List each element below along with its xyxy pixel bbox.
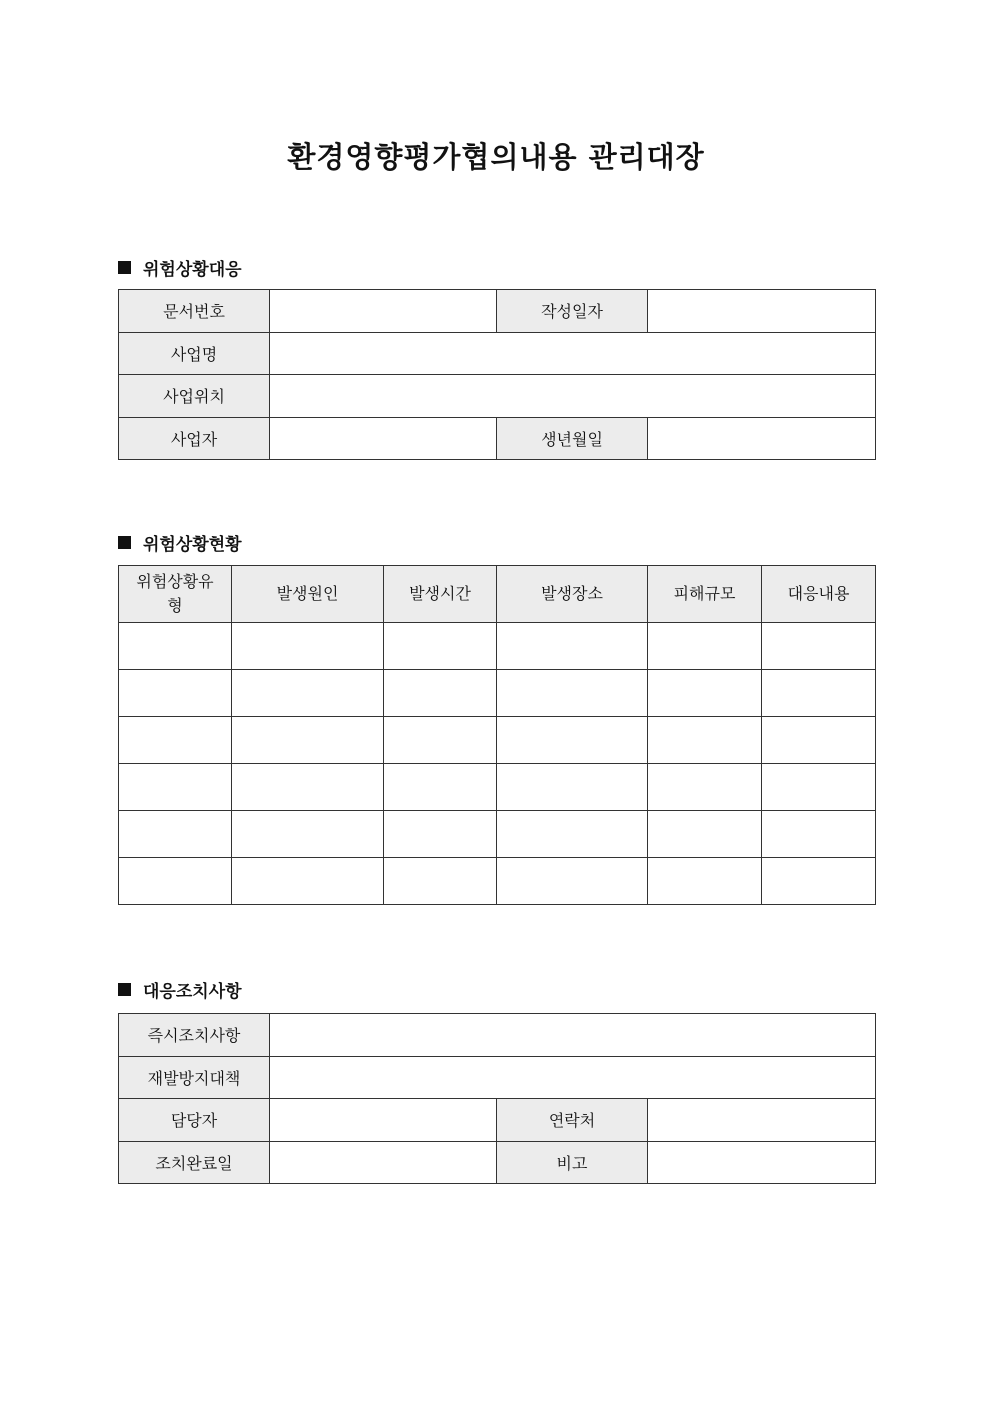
- table-cell[interactable]: [232, 764, 384, 811]
- table-cell[interactable]: [497, 717, 648, 764]
- square-bullet-icon: [118, 261, 131, 274]
- table-row: [119, 623, 876, 670]
- birth-date-label: 생년월일: [497, 417, 648, 460]
- prevention-field[interactable]: [270, 1056, 876, 1099]
- table-row: [119, 1141, 876, 1184]
- table-cell[interactable]: [119, 811, 232, 858]
- section-heading-response-actions: [118, 977, 242, 1002]
- completion-date-field[interactable]: [270, 1141, 497, 1184]
- table-cell[interactable]: [119, 623, 232, 670]
- section-heading-risk-response: [118, 255, 242, 280]
- page-title: 환경영향평가협의내용 관리대장: [287, 140, 705, 174]
- response-actions-table: [118, 1013, 876, 1184]
- table-cell[interactable]: [119, 858, 232, 905]
- table-cell[interactable]: [762, 717, 876, 764]
- written-date-field[interactable]: [648, 290, 876, 333]
- table-cell[interactable]: [497, 764, 648, 811]
- table-row: [119, 332, 876, 375]
- contact-field[interactable]: [648, 1099, 876, 1142]
- table-cell[interactable]: [384, 811, 497, 858]
- table-cell[interactable]: [648, 858, 762, 905]
- section-heading-label: 위험상황현황: [143, 535, 242, 555]
- table-cell[interactable]: [384, 858, 497, 905]
- doc-no-label: 문서번호: [119, 290, 270, 333]
- table-cell[interactable]: [762, 623, 876, 670]
- table-row: [119, 858, 876, 905]
- project-name-label: 사업명: [119, 332, 270, 375]
- header-time: 발생시간: [384, 566, 497, 623]
- table-row: [119, 670, 876, 717]
- square-bullet-icon: [118, 983, 131, 996]
- table-cell[interactable]: [232, 623, 384, 670]
- table-row: [119, 375, 876, 418]
- table-row: [119, 417, 876, 460]
- risk-status-table: [118, 565, 876, 905]
- table-cell[interactable]: [762, 811, 876, 858]
- project-location-label: 사업위치: [119, 375, 270, 418]
- table-row: [119, 1099, 876, 1142]
- immediate-action-field[interactable]: [270, 1014, 876, 1057]
- manager-field[interactable]: [270, 1099, 497, 1142]
- table-row: [119, 290, 876, 333]
- table-cell[interactable]: [648, 670, 762, 717]
- immediate-action-label: 즉시조치사항: [119, 1014, 270, 1057]
- table-cell[interactable]: [497, 670, 648, 717]
- square-bullet-icon: [118, 536, 131, 549]
- table-cell[interactable]: [384, 764, 497, 811]
- project-name-field[interactable]: [270, 332, 876, 375]
- section-heading-label: 위험상황대응: [143, 260, 242, 280]
- table-cell[interactable]: [384, 670, 497, 717]
- table-row: [119, 764, 876, 811]
- table-cell[interactable]: [762, 670, 876, 717]
- table-cell[interactable]: [762, 764, 876, 811]
- table-cell[interactable]: [384, 717, 497, 764]
- table-cell[interactable]: [648, 811, 762, 858]
- remarks-field[interactable]: [648, 1141, 876, 1184]
- remarks-label: 비고: [497, 1141, 648, 1184]
- operator-label: 사업자: [119, 417, 270, 460]
- table-row: [119, 1014, 876, 1057]
- contact-label: 연락처: [497, 1099, 648, 1142]
- header-risk-type: 위험상황유형: [119, 566, 232, 623]
- table-cell[interactable]: [648, 717, 762, 764]
- section-heading-label: 대응조치사항: [143, 982, 242, 1002]
- doc-no-field[interactable]: [270, 290, 497, 333]
- header-response: 대응내용: [762, 566, 876, 623]
- header-place: 발생장소: [497, 566, 648, 623]
- table-cell[interactable]: [762, 858, 876, 905]
- table-row: [119, 717, 876, 764]
- prevention-label: 재발방지대책: [119, 1056, 270, 1099]
- birth-date-field[interactable]: [648, 417, 876, 460]
- table-cell[interactable]: [232, 717, 384, 764]
- table-cell[interactable]: [384, 623, 497, 670]
- risk-response-table: [118, 289, 876, 460]
- header-damage: 피해규모: [648, 566, 762, 623]
- completion-date-label: 조치완료일: [119, 1141, 270, 1184]
- table-cell[interactable]: [497, 623, 648, 670]
- table-cell[interactable]: [648, 623, 762, 670]
- table-cell[interactable]: [497, 811, 648, 858]
- table-cell[interactable]: [119, 764, 232, 811]
- project-location-field[interactable]: [270, 375, 876, 418]
- section-heading-risk-status: [118, 530, 242, 555]
- table-cell[interactable]: [648, 764, 762, 811]
- written-date-label: 작성일자: [497, 290, 648, 333]
- manager-label: 담당자: [119, 1099, 270, 1142]
- table-row: [119, 811, 876, 858]
- table-cell[interactable]: [232, 811, 384, 858]
- table-cell[interactable]: [119, 670, 232, 717]
- table-cell[interactable]: [232, 858, 384, 905]
- table-cell[interactable]: [119, 717, 232, 764]
- table-cell[interactable]: [497, 858, 648, 905]
- table-cell[interactable]: [232, 670, 384, 717]
- header-cause: 발생원인: [232, 566, 384, 623]
- operator-field[interactable]: [270, 417, 497, 460]
- table-header-row: [119, 566, 876, 623]
- table-row: [119, 1056, 876, 1099]
